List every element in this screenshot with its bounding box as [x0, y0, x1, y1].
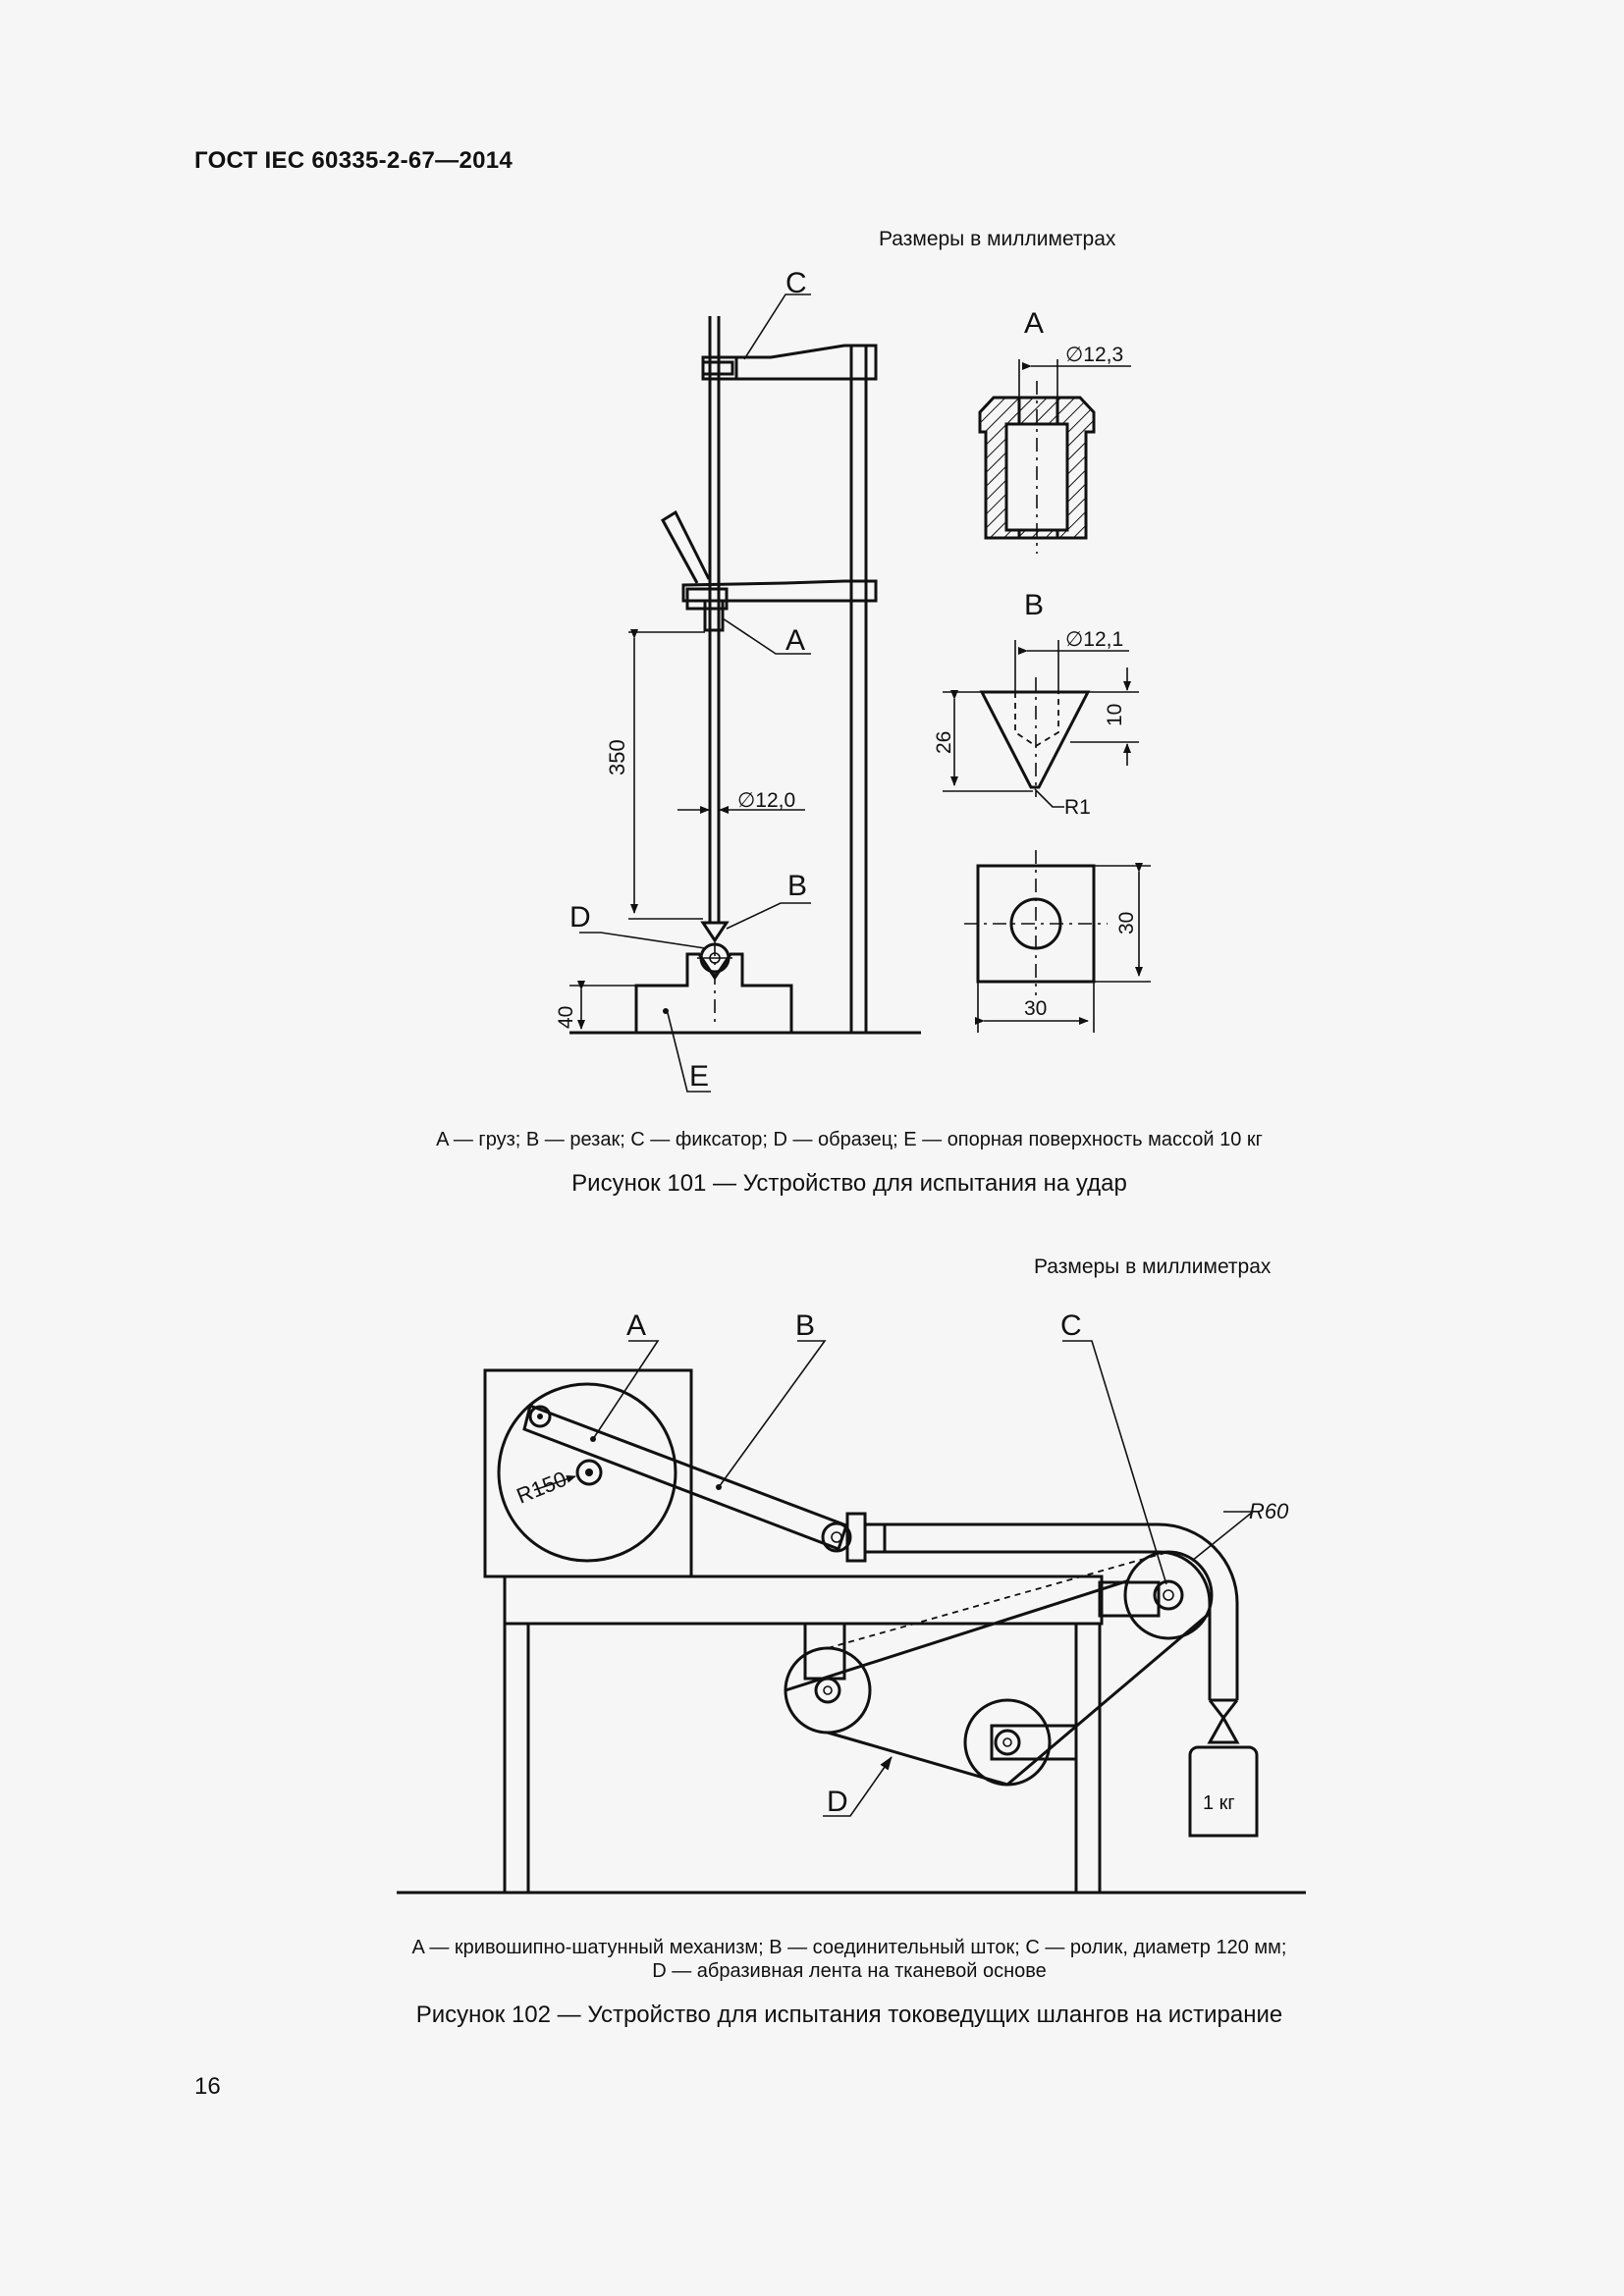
detail-a-title: A: [1024, 307, 1045, 340]
cutter-depth-label: 10: [1104, 703, 1126, 726]
tip-radius-label: R1: [1064, 796, 1091, 819]
figure-102-caption: Рисунок 102 — Устройство для испытания токоведущих шлангов на истирание: [415, 2002, 1283, 2028]
rod-diameter-label: ∅12,0: [737, 789, 796, 812]
connecting-rod: [524, 1406, 1237, 1700]
roller-system: [785, 1552, 1257, 1836]
crank-radius-label: R150: [513, 1466, 570, 1509]
weight-bore-label: ∅12,3: [1065, 344, 1124, 366]
page-number: 16: [194, 2073, 221, 2100]
support-height-label: 40: [555, 1005, 577, 1029]
figure-102-legend-line-2: D — абразивная лента на тканевой основе: [652, 1960, 1047, 1982]
bend-radius-label: R60: [1249, 1499, 1289, 1523]
table: [397, 1576, 1306, 1893]
detail-b-title: B: [1024, 589, 1045, 621]
label-b-102: B: [795, 1309, 816, 1342]
cutter-height-label: 26: [933, 730, 955, 754]
figure-102-legend-line-1: A — кривошипно-шатунный механизм; B — соединительный шток; C — ролик, диаметр 120 мм;: [411, 1937, 1287, 1958]
top-view-height-label: 30: [1115, 911, 1138, 934]
label-a: A: [785, 624, 806, 657]
label-c-102: C: [1060, 1309, 1082, 1342]
label-d: D: [569, 901, 591, 934]
label-c: C: [785, 267, 807, 299]
label-a-102: A: [626, 1309, 647, 1342]
figure-102-annotations: [514, 1309, 1290, 1818]
cutter-diameter-label: ∅12,1: [1065, 628, 1124, 651]
top-view-width-label: 30: [1024, 997, 1048, 1020]
crank-mechanism: [485, 1370, 691, 1576]
label-b: B: [787, 870, 808, 902]
figure-102-units-note: Размеры в миллиметрах: [1034, 1255, 1272, 1278]
figure-101-caption: Рисунок 101 — Устройство для испытания на удар: [571, 1170, 1127, 1197]
drop-height-label: 350: [605, 739, 629, 775]
label-e: E: [689, 1060, 710, 1093]
document-header: ГОСТ IEC 60335-2-67—2014: [194, 147, 514, 174]
figure-101-legend: A — груз; B — резак; C — фиксатор; D — образец; E — опорная поверхность массой 10 кг: [436, 1129, 1263, 1150]
label-d-102: D: [827, 1786, 848, 1818]
figure-101-units-note: Размеры в миллиметрах: [879, 228, 1116, 250]
weight-label: 1 кг: [1203, 1792, 1235, 1814]
